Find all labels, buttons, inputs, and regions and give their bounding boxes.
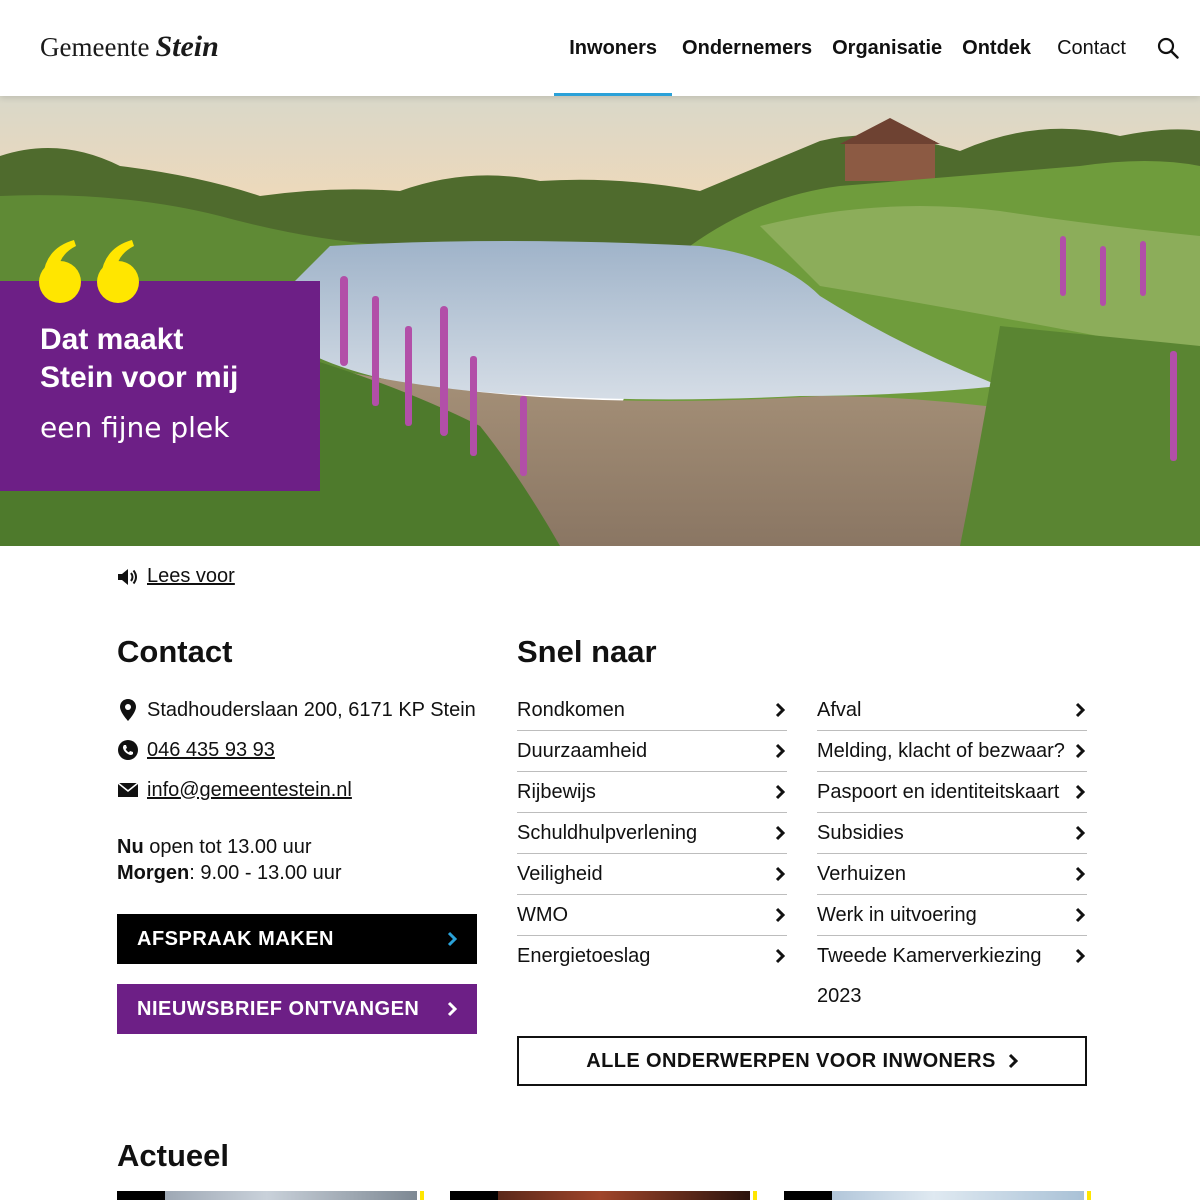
nav-item-contact[interactable]: Contact [1057, 36, 1126, 59]
quick-link-label: Afval [817, 699, 862, 721]
search-icon [1157, 37, 1179, 59]
read-aloud[interactable] [117, 565, 235, 588]
chevron-right-icon [1008, 1053, 1018, 1069]
quick-link-subsidies[interactable] [817, 813, 1087, 854]
news-title: Actueel [117, 1138, 229, 1173]
contact-address-text: Stadhouderslaan 200, 6171 KP Stein [147, 698, 476, 721]
logo-prefix: Gemeente [40, 32, 150, 62]
news-card-tag [450, 1191, 498, 1200]
tomorrow-text: : 9.00 - 13.00 uur [189, 862, 342, 884]
quick-link-energietoeslag[interactable] [517, 936, 787, 976]
read-aloud-link[interactable]: Lees voor [147, 565, 235, 587]
quick-link-label: Duurzaamheid [517, 740, 648, 762]
quote-line-1: Dat maakt [40, 323, 184, 356]
opening-hours [117, 834, 477, 886]
chevron-right-icon [1073, 772, 1087, 812]
quick-link-label: Tweede Kamerverkiezing 2023 [817, 945, 1042, 1007]
chevron-right-icon [773, 690, 787, 730]
quick-link-wmo[interactable] [517, 895, 787, 936]
quick-link-schuldhulpverlening[interactable] [517, 813, 787, 854]
contact-title: Contact [117, 634, 233, 669]
quick-links-left [517, 690, 787, 1016]
quick-links-title: Snel naar [517, 634, 657, 669]
nav-item-inwoners[interactable]: Inwoners [554, 0, 672, 96]
search-button[interactable] [1136, 0, 1200, 96]
chevron-right-icon [773, 895, 787, 935]
quote-marks-icon [38, 240, 142, 304]
quick-link-label: Rijbewijs [517, 781, 596, 803]
logo-name: Stein [155, 30, 219, 63]
tomorrow-label: Morgen [117, 862, 190, 884]
newsletter-button-label: NIEUWSBRIEF ONTVANGEN [137, 997, 420, 1020]
contact-email-link[interactable]: info@gemeentestein.nl [147, 778, 352, 801]
quick-link-label: Melding, klacht of bezwaar? [817, 740, 1065, 762]
opening-hours-tomorrow [117, 860, 477, 886]
today-text: open tot 13.00 uur [143, 836, 312, 858]
speaker-icon [117, 567, 139, 587]
quick-link-label: Paspoort en identiteitskaart [817, 781, 1060, 803]
quick-links-section [517, 634, 1087, 1086]
main-navigation [554, 0, 1200, 96]
quote-line-2: Stein voor mij [40, 361, 239, 394]
site-logo[interactable] [40, 30, 219, 64]
contact-phone [117, 730, 477, 770]
nav-item-ontdek[interactable]: Ontdek [962, 36, 1032, 59]
location-pin-icon [120, 699, 136, 721]
quick-link-label: WMO [517, 904, 569, 926]
chevron-right-icon [1073, 854, 1087, 894]
quick-link-label: Verhuizen [817, 863, 906, 885]
quick-link-label: Rondkomen [517, 699, 625, 721]
quick-link-label: Veiligheid [517, 863, 603, 885]
chevron-right-icon [1073, 813, 1087, 853]
newsletter-button[interactable] [117, 984, 477, 1034]
news-card-2[interactable] [450, 1191, 757, 1200]
appointment-button[interactable] [117, 914, 477, 964]
quote-panel [0, 281, 320, 491]
quick-link-werk-in-uitvoering[interactable] [817, 895, 1087, 936]
site-header [0, 0, 1200, 96]
all-topics-button[interactable] [517, 1036, 1087, 1086]
news-card-tag [117, 1191, 165, 1200]
chevron-right-icon [773, 772, 787, 812]
quick-link-veiligheid[interactable] [517, 854, 787, 895]
quick-link-label: Energietoeslag [517, 945, 651, 967]
chevron-right-icon [447, 1001, 457, 1017]
news-card-1[interactable] [117, 1191, 424, 1200]
contact-section [117, 634, 477, 1034]
chevron-right-icon [773, 813, 787, 853]
contact-phone-link[interactable]: 046 435 93 93 [147, 738, 275, 761]
all-topics-label: ALLE ONDERWERPEN VOOR INWONERS [586, 1049, 996, 1072]
quick-link-afval[interactable] [817, 690, 1087, 731]
nav-item-organisatie[interactable]: Organisatie [832, 36, 943, 59]
quick-link-label: Subsidies [817, 822, 904, 844]
quick-link-label: Schuldhulpverlening [517, 822, 698, 844]
news-card-accent [1087, 1191, 1091, 1200]
news-card-accent [753, 1191, 757, 1200]
appointment-button-label: AFSPRAAK MAKEN [137, 927, 334, 950]
nav-item-ondernemers[interactable]: Ondernemers [682, 36, 813, 59]
chevron-right-icon [773, 854, 787, 894]
chevron-right-icon [1073, 895, 1087, 935]
quick-link-paspoort-en-identiteitskaart[interactable] [817, 772, 1087, 813]
contact-address [117, 690, 477, 730]
chevron-right-icon [1073, 690, 1087, 730]
phone-icon [118, 740, 138, 760]
contact-email [117, 770, 477, 810]
hero-banner [0, 96, 1200, 546]
quick-links-right [817, 690, 1087, 1016]
quick-link-melding-klacht-of-bezwaar[interactable] [817, 731, 1087, 772]
chevron-right-icon [447, 931, 457, 947]
news-card-accent [420, 1191, 424, 1200]
chevron-right-icon [1073, 731, 1087, 771]
opening-hours-today [117, 834, 477, 860]
news-card-3[interactable] [784, 1191, 1091, 1200]
quick-link-verhuizen[interactable] [817, 854, 1087, 895]
mail-icon [118, 783, 138, 797]
chevron-right-icon [1073, 936, 1087, 976]
chevron-right-icon [773, 731, 787, 771]
quick-link-rondkomen[interactable] [517, 690, 787, 731]
quick-link-rijbewijs[interactable] [517, 772, 787, 813]
chevron-right-icon [773, 936, 787, 976]
quick-link-duurzaamheid[interactable] [517, 731, 787, 772]
quick-link-tweede-kamerverkiezing-2023[interactable] [817, 936, 1087, 1016]
news-card-tag [784, 1191, 832, 1200]
quick-link-label: Werk in uitvoering [817, 904, 977, 926]
quote-subtitle: een fijne plek [40, 411, 230, 444]
today-label: Nu [117, 836, 144, 858]
